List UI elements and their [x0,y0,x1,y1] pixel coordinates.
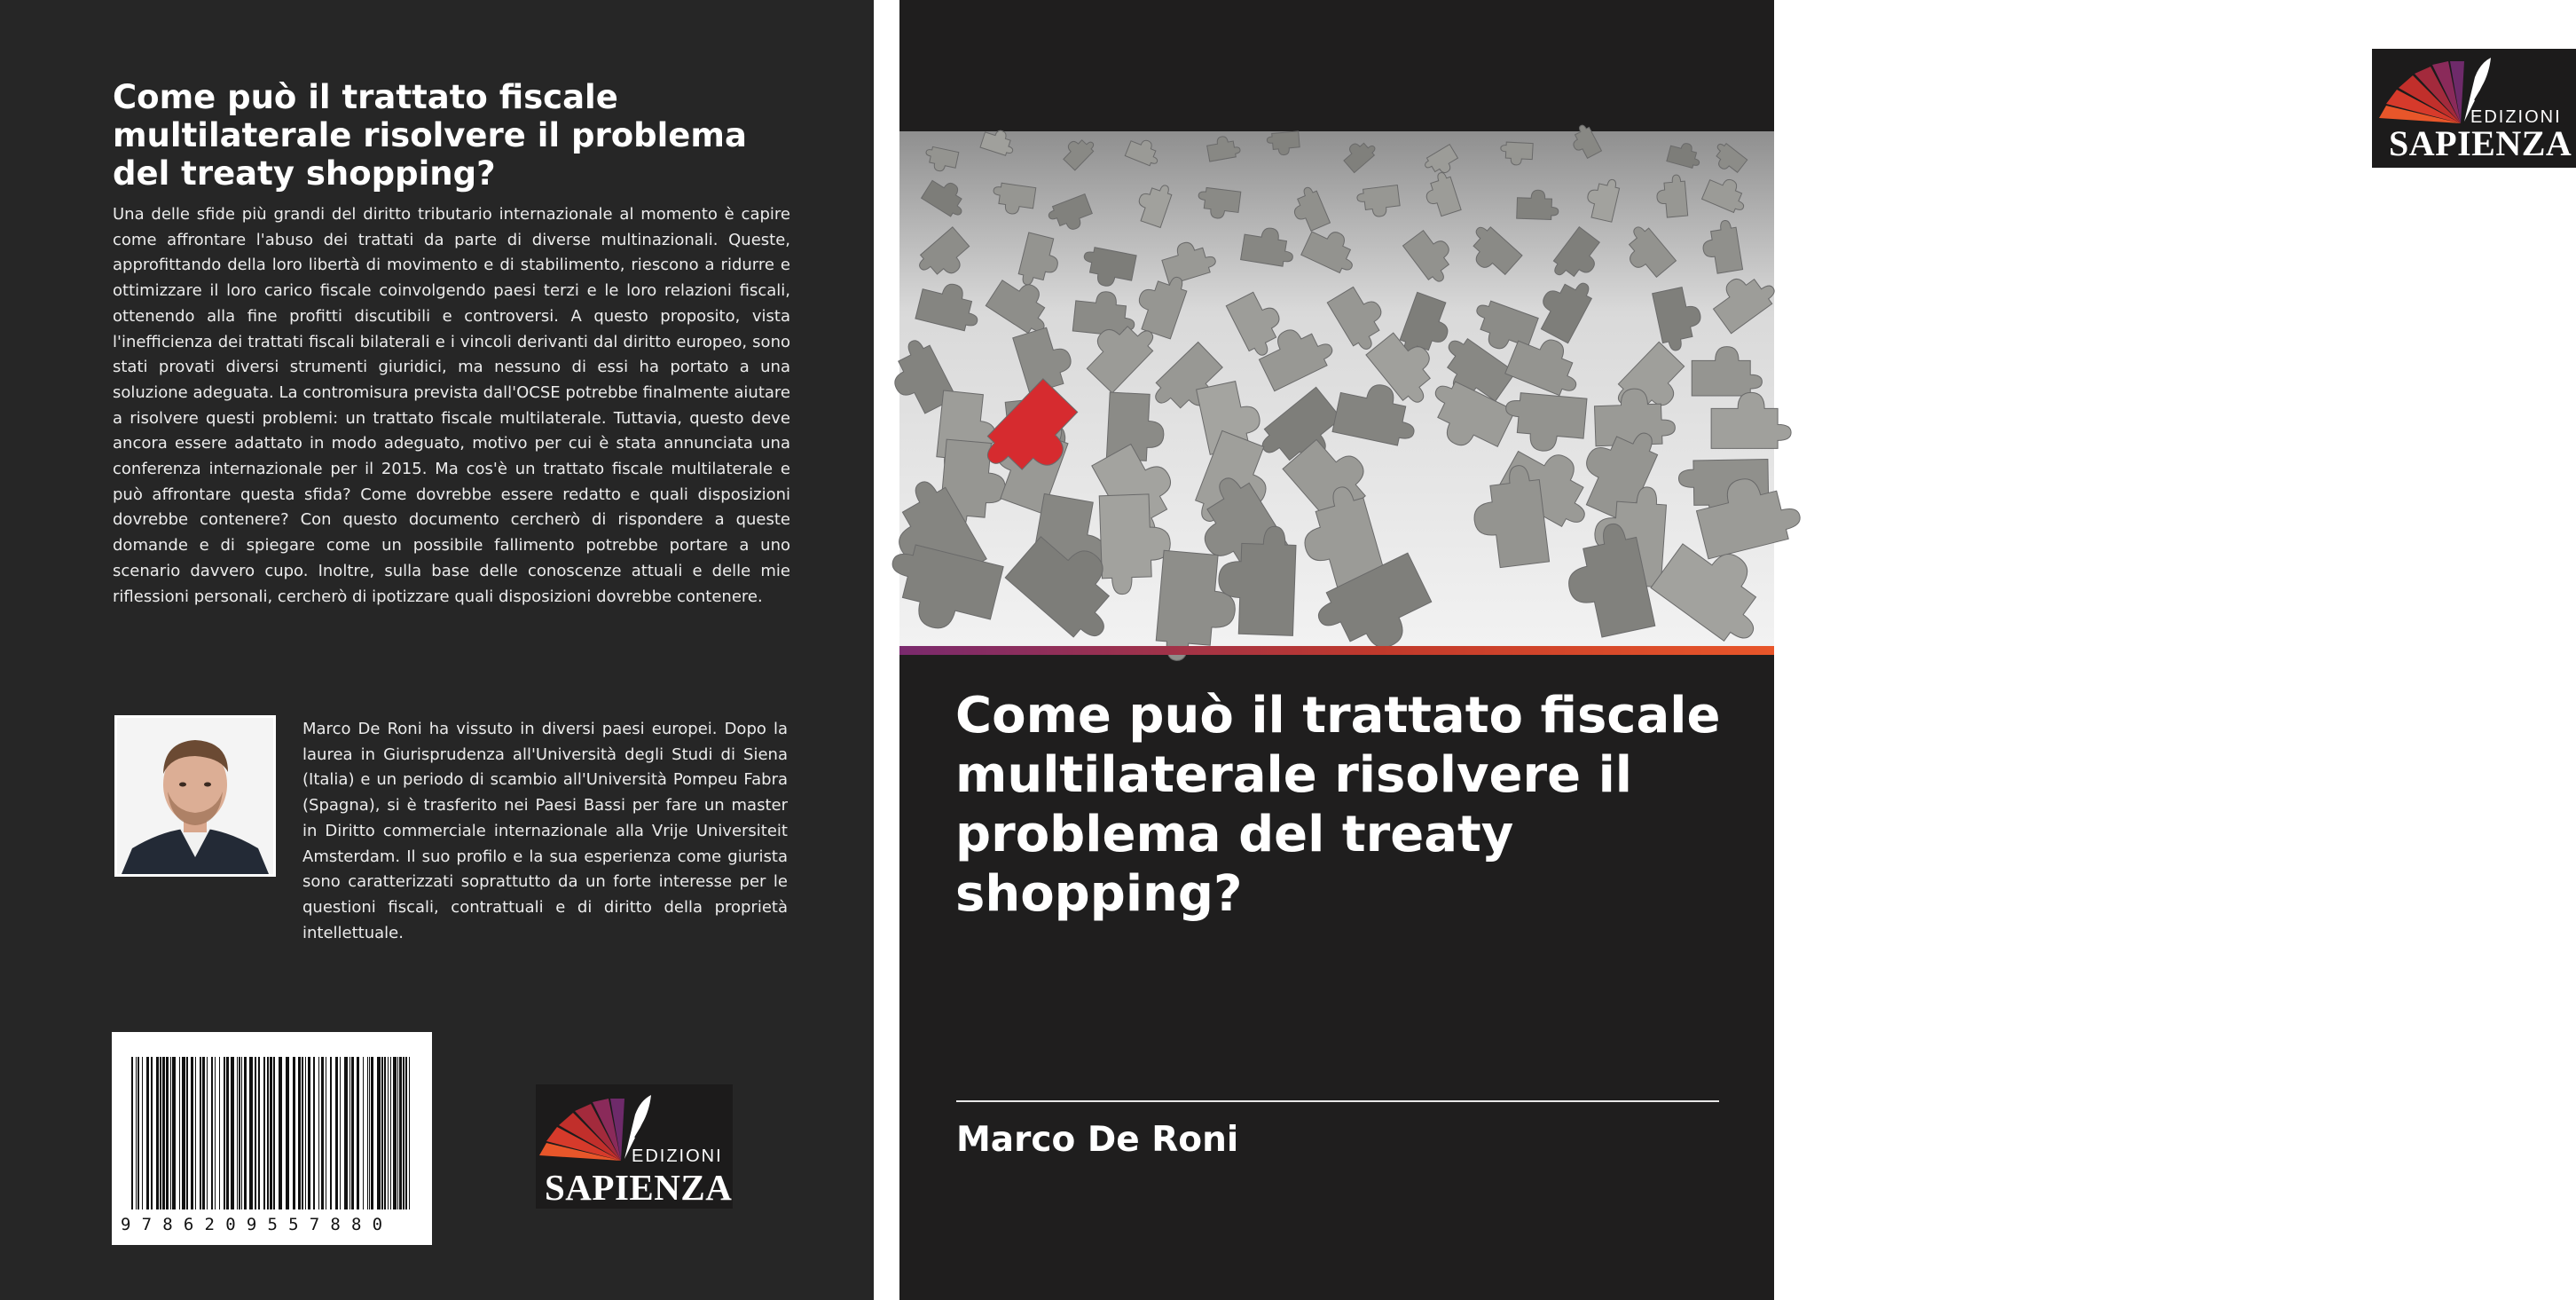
puzzle-pieces-image [899,131,1774,646]
publisher-logo-front [2372,49,2576,168]
author-name: Marco De Roni [956,1120,1239,1160]
back-cover [0,0,874,1300]
isbn-barcode [112,1032,432,1245]
spine-gap [874,0,899,1300]
color-stripe [899,646,1774,655]
publisher-logo-back [536,1084,733,1209]
back-cover-blurb: Una delle sfide più grandi del diritto tributario internazionale al momento è capire come affrontare l'abuso dei trattati da parte di diverse multinazionali. Queste, approfittando della loro libertà di movimento e di stabilimento, riescono a ridurre e ottimizzare il loro carico fiscale coinvolgendo paesi terzi e le loro relazioni fiscali, ottenendo alla fine profitti discutibili e controversi. A questo proposito, vista l'inefficienza dei trattati fiscali bilaterali e i vincoli derivanti dal diritto europeo, sono stati provati diversi strumenti giuridici, ma nessuno di essi ha portato a una soluzione adeguata. La contromisura prevista dall'OCSE potrebbe finalmente aiutare a risolvere questi problemi: un trattato fiscale multilaterale. Tuttavia, questo deve ancora essere adattato in modo adeguato, motivo per cui è stata annunciata una conferenza internazionale per il 2015. Ma cos'è un trattato fiscale multilaterale e può affrontare questa sfida? Come dovrebbe essere redatto e quali disposizioni dovrebbe contenere? Con questo documento cercherò di rispondere a queste domande e di spiegare come un possibile fallimento potrebbe portare a uno scenario davvero cupo. Inoltre, sulla base delle conoscenze attuali e delle mie riflessioni personali, cercherò di ipotizzare quali disposizioni dovrebbe contenere. [113,205,790,606]
publisher-edizioni-label: EDIZIONI [2470,107,2562,127]
publisher-edizioni-label: EDIZIONI [632,1146,723,1166]
author-bio: Marco De Roni ha vissuto in diversi paesi europei. Dopo la laurea in Giurisprudenza all'Università degli Studi di Siena (Italia) e un periodo di scambio all'Università Pompeu Fabra (Spagna), si è trasferito nei Paesi Bassi per fare un master in Diritto commerciale internazionale alla Vrije Universiteit Amsterdam. Il suo profilo e la sua esperienza come giurista sono caratterizzati soprattutto da un forte interesse per le questioni fiscali, contrattuali e di diritto della proprietà intellettuale. [302,720,788,942]
publisher-name: SAPIENZA [2389,123,2572,163]
barcode-bars [112,1032,432,1245]
front-cover-title: Come può il trattato fiscale multilaterale risolvere il problema del treaty shopping? [955,687,1721,923]
author-photo [114,715,276,877]
isbn-number: 9786209557880 [121,1215,394,1234]
front-cover [899,0,2572,1300]
title-divider [956,1100,1719,1102]
publisher-name: SAPIENZA [545,1167,733,1208]
back-cover-title: Come può il trattato fiscale multilaterale risolvere il problema del treaty shopping? [113,78,747,193]
